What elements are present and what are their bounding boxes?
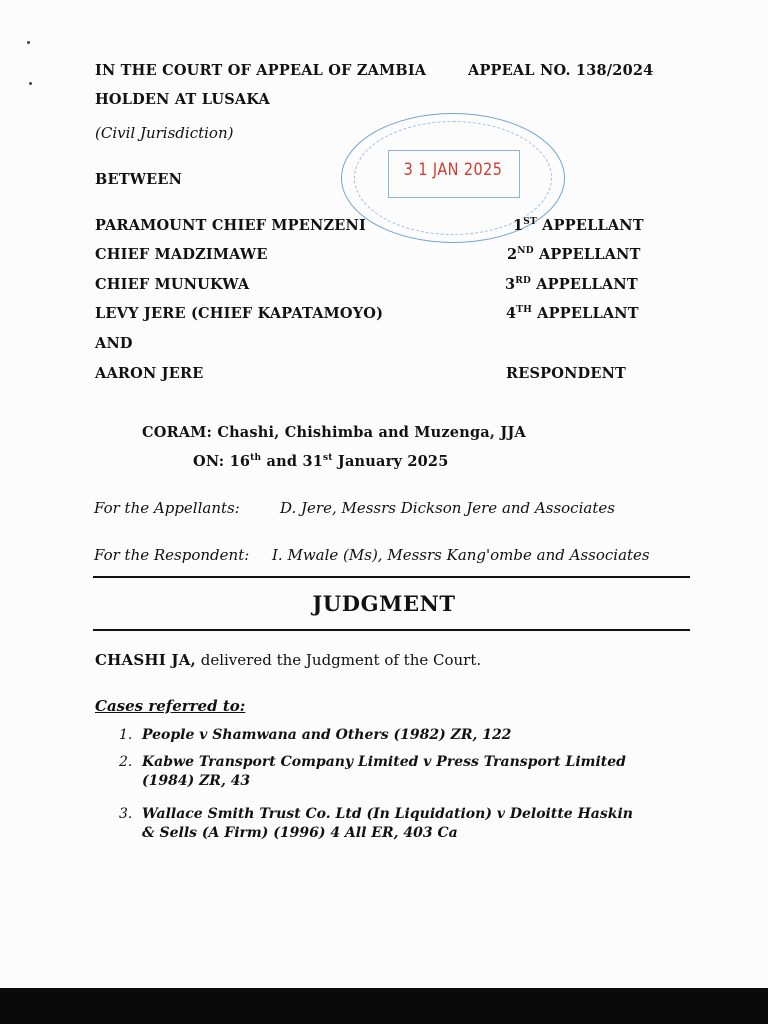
judgment-title: JUDGMENT <box>312 591 456 616</box>
case-3-citation-line1: Wallace Smith Trust Co. Ltd (In Liquidation) v Deloitte Haskin <box>142 806 633 822</box>
scan-speck <box>27 41 30 44</box>
case-2-number: 2. <box>119 754 133 770</box>
appellant-3-name: CHIEF MUNUKWA <box>95 276 250 293</box>
case-2-citation-line1: Kabwe Transport Company Limited v Press Transport Limited <box>142 754 626 770</box>
appellant-1-name: PARAMOUNT CHIEF MPENZENI <box>95 217 366 234</box>
appellant-4-name: LEVY JERE (CHIEF KAPATAMOYO) <box>95 305 384 322</box>
respondent-name: AARON JERE <box>95 365 204 382</box>
between-label: BETWEEN <box>95 171 183 188</box>
and-label: AND <box>95 335 133 352</box>
stamp-date: 3 1 JAN 2025 <box>403 160 503 180</box>
appeal-number: APPEAL NO. 138/2024 <box>468 62 654 79</box>
appellant-2-name: CHIEF MADZIMAWE <box>95 246 268 263</box>
scan-speck <box>29 82 32 85</box>
scan-bottom-edge <box>0 988 768 1024</box>
case-1-citation: People v Shamwana and Others (1982) ZR, 122 <box>142 727 512 743</box>
holden-at: HOLDEN AT LUSAKA <box>95 91 270 108</box>
case-1-number: 1. <box>119 727 133 743</box>
appellant-3-role: 3RD APPELLANT <box>505 276 638 293</box>
case-3-citation-line2: & Sells (A Firm) (1996) 4 All ER, 403 Ca <box>142 825 458 841</box>
appellant-4-role: 4TH APPELLANT <box>506 305 639 322</box>
respondent-role: RESPONDENT <box>506 365 627 382</box>
cases-heading: Cases referred to: <box>95 697 246 715</box>
court-name: IN THE COURT OF APPEAL OF ZAMBIA <box>95 62 427 79</box>
divider-bottom <box>93 629 690 631</box>
jurisdiction: (Civil Jurisdiction) <box>95 124 234 142</box>
case-3-number: 3. <box>119 806 133 822</box>
appellant-1-role: 1ST APPELLANT <box>513 217 644 234</box>
appellants-counsel: D. Jere, Messrs Dickson Jere and Associates <box>280 499 615 517</box>
respondent-counsel-label: For the Respondent: <box>94 546 250 564</box>
divider-top <box>93 576 690 578</box>
hearing-dates: ON: 16th and 31st January 2025 <box>193 453 449 470</box>
respondent-counsel: I. Mwale (Ms), Messrs Kang'ombe and Associates <box>272 546 650 564</box>
appellant-2-role: 2ND APPELLANT <box>507 246 641 263</box>
delivered-line: CHASHI JA, delivered the Judgment of the Court. <box>95 651 482 669</box>
coram: CORAM: Chashi, Chishimba and Muzenga, JJA <box>142 424 526 441</box>
case-2-citation-line2: (1984) ZR, 43 <box>142 773 251 789</box>
appellants-counsel-label: For the Appellants: <box>94 499 240 517</box>
